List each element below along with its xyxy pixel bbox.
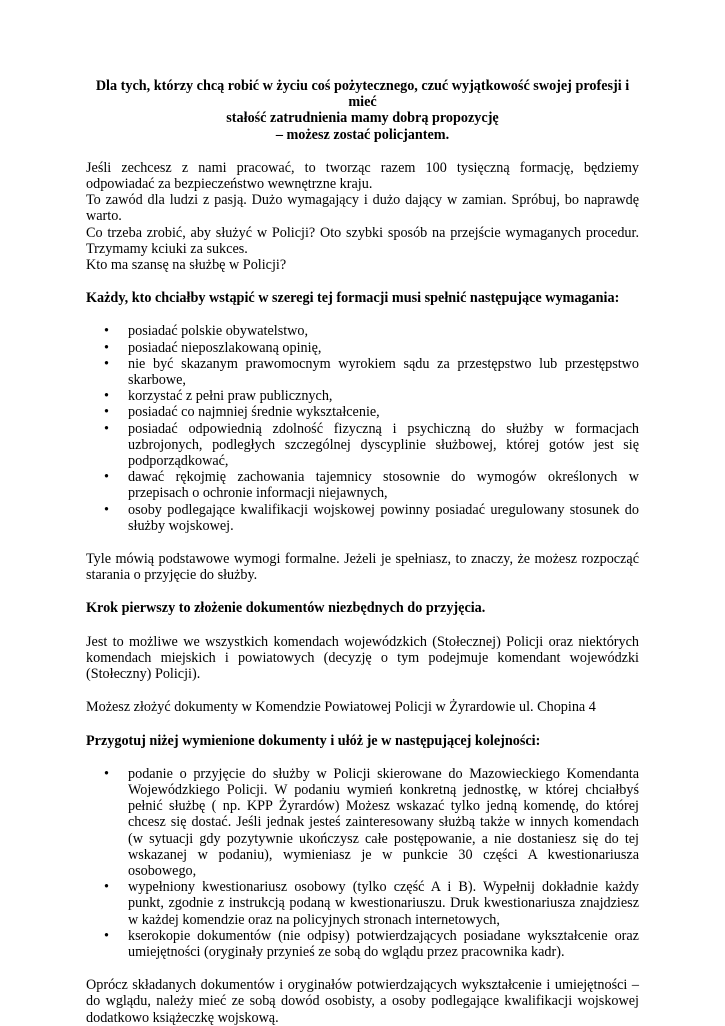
intro-paragraph-4: Kto ma szansę na służbę w Policji? xyxy=(86,257,287,274)
title-line-3: – możesz zostać policjantem. xyxy=(275,126,450,143)
submission-location: Możesz złożyć dokumenty w Komendzie Powiatowej Policji w Żyrardowie ul. Chopina 4 xyxy=(86,699,596,716)
title-line-2: stałość zatrudnienia mamy dobrą propozycję xyxy=(226,110,499,127)
list-item: • dawać rękojmię zachowania tajemnicy stosownie do wymogów określonych w przepisach o ochronie informacji niejawnych, xyxy=(86,469,639,501)
intro-paragraph-3: Co trzeba zrobić, aby służyć w Policji? Oto szybki sposób na przejście wymaganych procedur. Trzymamy kciuki za sukces. xyxy=(86,224,639,257)
list-item: • posiadać nieposzlakowaną opinię, xyxy=(86,340,639,356)
list-item: • osoby podlegające kwalifikacji wojskowej powinny posiadać uregulowany stosunek do służby wojskowej. xyxy=(86,502,639,534)
list-item: • wypełniony kwestionariusz osobowy (tylko część A i B). Wypełnij dokładnie każdy punkt, zgodnie z instrukcją podaną w kwestionariuszu. Druk kwestionariusza znajdziesz w każdej komendzie oraz na policyjnych stronach internetowych, xyxy=(86,879,639,928)
formal-requirements-note: Tyle mówią podstawowe wymogi formalne. Jeżeli je spełniasz, to znaczy, że możesz rozpocząć starania o przyjęcie do służby. xyxy=(86,551,639,584)
requirements-heading: Każdy, kto chciałby wstąpić w szeregi tej formacji musi spełnić następujące wymagania: xyxy=(86,290,620,307)
list-item: • posiadać polskie obywatelstwo, xyxy=(86,323,639,339)
step1-text: Jest to możliwe we wszystkich komendach wojewódzkich (Stołecznej) Policji oraz niektórych komendach miejskich i powiatowych (decyzję o tym podejmuje komendant wojewódzki (Stołeczny) Policji). xyxy=(86,633,639,683)
documents-heading: Przygotuj niżej wymienione dokumenty i ułóż je w następującej kolejności: xyxy=(86,732,541,749)
list-item: • nie być skazanym prawomocnym wyrokiem sądu za przestępstwo lub przestępstwo skarbowe, xyxy=(86,356,639,388)
closing-paragraph: Oprócz składanych dokumentów i oryginałów potwierdzających wykształcenie i umiejętności – do wglądu, należy mieć ze sobą dowód osobisty, a osoby podlegające kwalifikacji wojskowej dodatkowo książeczkę wojskową. xyxy=(86,977,639,1026)
document-title xyxy=(86,78,639,143)
documents-list xyxy=(86,766,639,960)
list-item: • posiadać odpowiednią zdolność fizyczną i psychiczną do służby w formacjach uzbrojonych, podległych szczególnej dyscyplinie służbowej, której gotów jest się podporządkować, xyxy=(86,421,639,470)
list-item: • podanie o przyjęcie do służby w Policji skierowane do Mazowieckiego Komendanta Wojewódzkiego Policji. W podaniu wymień konkretną jednostkę, w której chciałbyś pełnić służbę ( np. KPP Żyrardów) Możesz wskazać tylko jedną komendę, do której chcesz się dostać. Jeśli jednak jesteś zainteresowany służbą także w innych komendach (w sytuacji gdy pozytywnie ukończysz całe postępowanie, a nie dostaniesz się do tej wskazanej w podaniu), wymieniasz je w punkcie 30 części A kwestionariusza osobowego, xyxy=(86,766,639,879)
intro-paragraph-1: Jeśli zechcesz z nami pracować, to tworząc razem 100 tysięczną formację, będziemy odpowiadać za bezpieczeństwo wewnętrzne kraju. xyxy=(86,159,639,193)
step1-heading: Krok pierwszy to złożenie dokumentów niezbędnych do przyjęcia. xyxy=(86,600,486,617)
list-item: • kserokopie dokumentów (nie odpisy) potwierdzających posiadane wykształcenie oraz umiejętności (oryginały przynieś ze sobą do wglądu przez pracownika kadr). xyxy=(86,928,639,960)
requirements-list xyxy=(86,323,639,534)
list-item: • posiadać co najmniej średnie wykształcenie, xyxy=(86,404,639,420)
list-item: • korzystać z pełni praw publicznych, xyxy=(86,388,639,404)
intro-paragraph-2: To zawód dla ludzi z pasją. Dużo wymagający i dużo dający w zamian. Spróbuj, bo naprawdę warto. xyxy=(86,192,639,225)
title-line-1: Dla tych, którzy chcą robić w życiu coś pożytecznego, czuć wyjątkowość swojej profesji i mieć xyxy=(95,78,630,111)
